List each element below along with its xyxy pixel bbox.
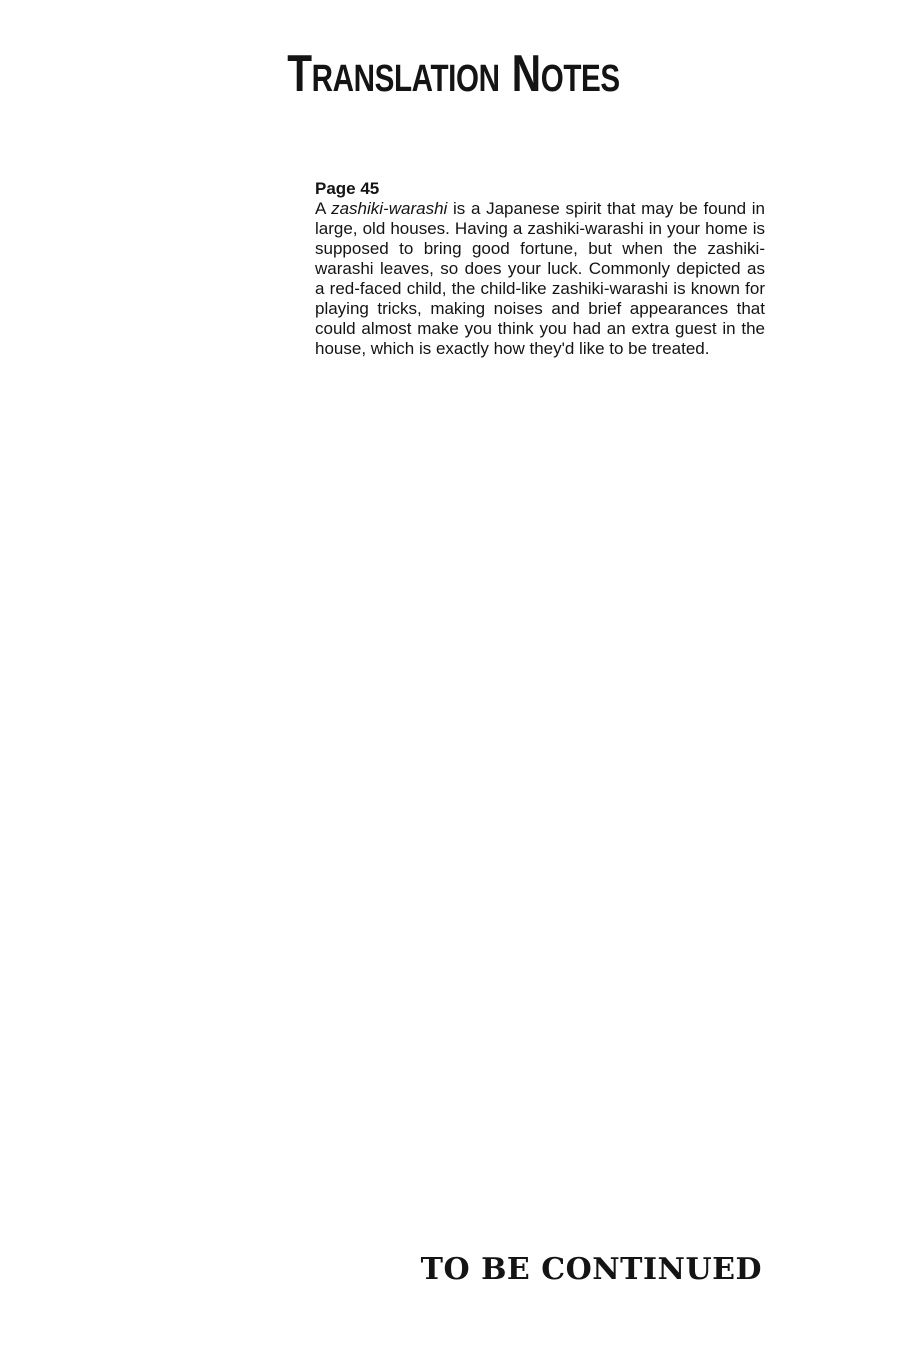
note-heading: Page 45 (315, 179, 380, 198)
note-body (315, 199, 765, 359)
title-initial-t: T (287, 45, 312, 103)
to-be-continued: TO BE CONTINUED (420, 1252, 762, 1287)
title-word-translation: RANSLATION (311, 58, 500, 100)
note-intro: A (315, 199, 332, 218)
note-term: zashiki-warashi (331, 199, 448, 218)
page-title (103, 34, 805, 119)
note-text: is a Japanese spirit that may be found in large, old houses. Having a zashiki-warashi in your home is supposed to bring good fortune, but when the zashiki-warashi leaves, so does your luck. Commonly depicted as a red-faced child, the child-like zashiki-warashi is known for playing tricks, making noises and brief appearances that could almost make you think you had an extra guest in the house, which is exactly how they'd like to be treated. (315, 199, 766, 358)
translation-note (315, 178, 765, 359)
title-word-notes: OTES (540, 58, 620, 100)
title-initial-n: N (511, 45, 541, 103)
